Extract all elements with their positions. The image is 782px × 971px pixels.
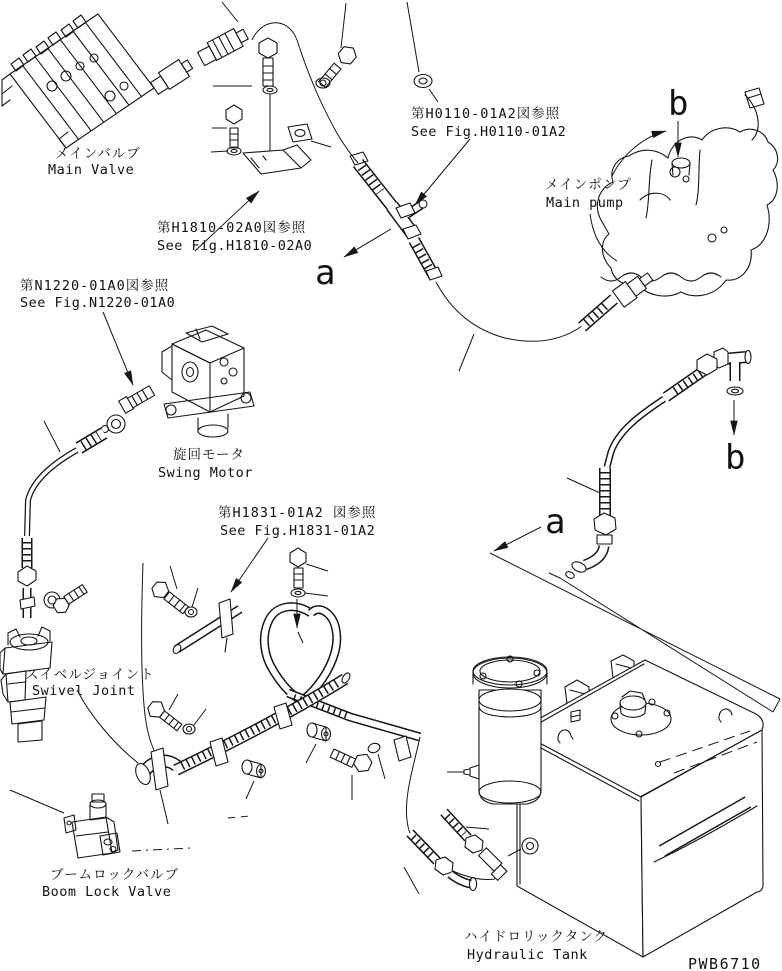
hose-motor-to-swivel xyxy=(18,384,155,618)
main-valve-drawing xyxy=(2,14,154,148)
ref-n1220-en: See Fig.N1220-01A0 xyxy=(20,295,176,311)
ref-h0110-en: See Fig.H0110-01A2 xyxy=(411,124,567,140)
swing-motor-label-en: Swing Motor xyxy=(158,465,253,481)
ref-h1810-en: See Fig.H1810-02A0 xyxy=(157,238,313,254)
section-marker-a-upper: a xyxy=(315,253,336,293)
boom-lock-valve-label-ja: ブームロックバルブ xyxy=(50,867,180,883)
mounting-bolts-top xyxy=(226,38,432,174)
oil-filter-drawing xyxy=(447,656,547,804)
swing-motor-drawing xyxy=(162,326,254,437)
arrow-h1831 xyxy=(231,538,268,592)
loop-mount-bolt xyxy=(290,548,328,643)
hydraulic-tank-label-en: Hydraulic Tank xyxy=(467,947,588,963)
tee-fitting xyxy=(392,200,442,280)
section-marker-b-upper: b xyxy=(668,84,689,124)
main-pump-label-ja: メインポンプ xyxy=(545,177,632,193)
ref-h0110-ja: 第H0110-01A2図参照 xyxy=(411,106,561,122)
return-hose-right xyxy=(565,348,751,580)
swivel-joint-label-ja: スイベルジョイント xyxy=(25,667,155,683)
ref-n1220-ja: 第N1220-01A0図参照 xyxy=(20,278,170,294)
section-marker-a-lower: a xyxy=(545,502,566,542)
main-pump-label-en: Main pump xyxy=(546,195,624,211)
loop-hose xyxy=(264,607,495,880)
arrow-a-upper xyxy=(344,229,391,257)
boom-lock-valve-drawing xyxy=(10,790,120,858)
boom-lock-valve-label-en: Boom Lock Valve xyxy=(42,884,172,900)
main-valve-label-en: Main Valve xyxy=(48,162,135,178)
hose-tee-to-pump xyxy=(436,268,656,371)
section-marker-b-lower: b xyxy=(725,438,746,478)
ref-h1831-en: See Fig.H1831-01A2 xyxy=(220,523,376,539)
leader-lines-top xyxy=(211,2,438,152)
arrow-a-lower xyxy=(494,527,541,551)
swivel-joint-label-en: Swivel Joint xyxy=(32,683,136,699)
main-valve-label-ja: メインバルブ xyxy=(55,146,141,162)
elbow-ribbed-hose xyxy=(133,672,352,824)
ref-h1810-ja: 第H1810-02A0図参照 xyxy=(157,220,307,236)
arrow-h0110 xyxy=(415,139,470,205)
hose-swivel-to-elbow xyxy=(77,690,138,763)
ref-h1831-ja: 第H1831-01A2 図参照 xyxy=(218,505,377,521)
swing-motor-label-ja: 旋回モータ xyxy=(173,447,245,463)
drawing-code: PWB6710 xyxy=(688,955,762,971)
tube-with-clamp xyxy=(149,566,240,655)
arrow-n1220 xyxy=(103,312,133,385)
hydraulic-tank-label-ja: ハイドロリックタンク xyxy=(464,929,608,945)
hydraulic-tank-drawing xyxy=(517,660,763,957)
